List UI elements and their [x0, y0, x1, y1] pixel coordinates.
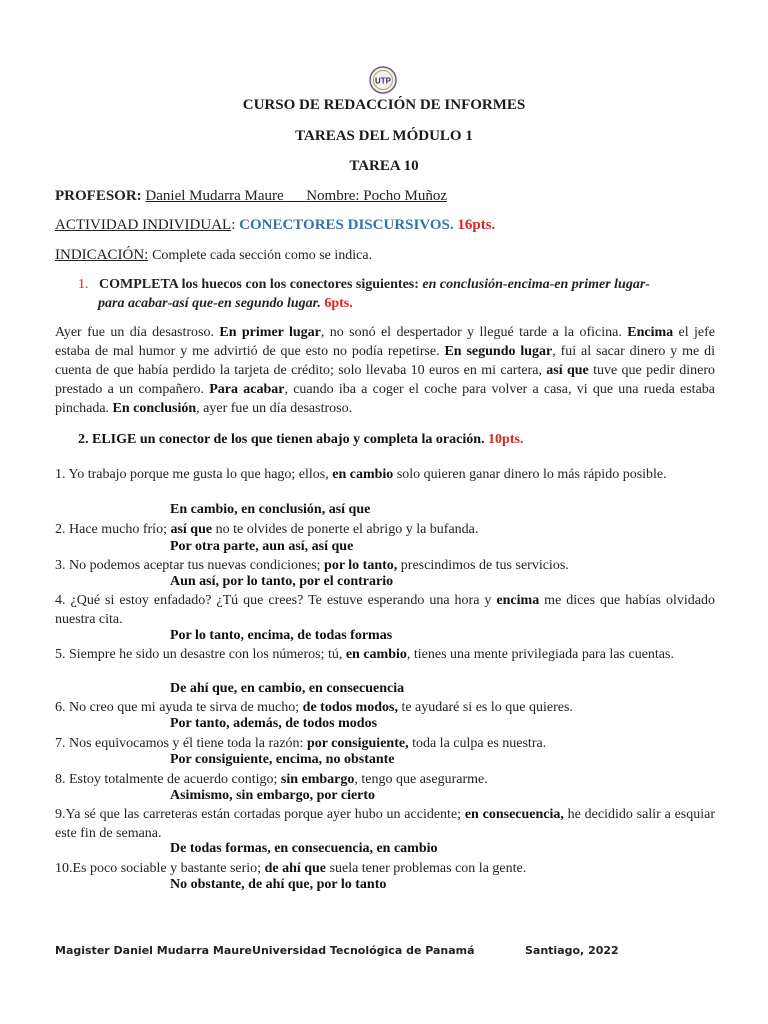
indicacion-label: INDICACIÓN: [55, 247, 149, 263]
actividad-points: 16pts. [457, 217, 496, 233]
answer-2: Encima [627, 325, 674, 340]
exercise-item: 4. ¿Qué si estoy enfadado? ¿Tú que crees? Te estuve esperando una hora y encima me dices que habías olvidado nuestra cita. [55, 593, 715, 627]
course-title: CURSO DE REDACCIÓN DE INFORMES [242, 97, 526, 113]
exercise-options: En cambio, en conclusión, así que [170, 502, 371, 517]
actividad-title: CONECTORES DISCURSIVOS. [239, 217, 454, 233]
actividad-label: ACTIVIDAD INDIVIDUAL [55, 217, 232, 233]
exercise-item: 3. No podemos aceptar tus nuevas condiciones; por lo tanto, prescindimos de tus servicios. [55, 558, 569, 573]
section1-connectors: en conclusión-encima-en primer lugar- [422, 277, 650, 292]
actividad-line [55, 216, 715, 234]
exercise-item: 6. No creo que mi ayuda te sirva de mucho; de todos modos, te ayudaré si es lo que quieres. [55, 700, 573, 715]
exercise-options: Por tanto, además, de todos modos [170, 716, 378, 731]
profesor-name: Daniel Mudarra Maure [145, 188, 284, 204]
section1-number: 1. [78, 277, 89, 292]
footer-place-date: Santiago, 2022 [525, 944, 619, 957]
module-title: TAREAS DEL MÓDULO 1 [295, 128, 473, 144]
indicacion-line [55, 246, 715, 265]
exercise-item: 10.Es poco sociable y bastante serio; de ahí que suela tener problemas con la gente. [55, 861, 527, 876]
section2-points: 10pts. [488, 432, 524, 447]
section1-paragraph: Ayer fue un día desastroso. En primer lugar, no sonó el despertador y llegué tarde a la oficina. Encima el jefe estaba de mal humor y me advirtió de que esto no podía repetirse. En segundo lugar, fui al sacar dinero y me di cuenta de que había perdido la tarjeta de crédito; solo llevaba 10 euros en mi cartera, así que tuve que pedir dinero prestado a un compañero. Para acabar, cuando iba a coger el coche para volver a casa, vi que una rueda estaba pinchada. En conclusión, ayer fue un día desastroso. [55, 325, 715, 416]
section1-heading [78, 275, 714, 313]
section2-title: 2. ELIGE un conector de los que tienen abajo y completa la oración. [78, 432, 485, 447]
task-title: TAREA 10 [349, 158, 419, 174]
indicacion-text: Complete cada sección como se indica. [152, 248, 373, 263]
exercise-options: Por lo tanto, encima, de todas formas [170, 628, 393, 643]
exercise-item: 2. Hace mucho frío; así que no te olvides de ponerte el abrigo y la bufanda. [55, 522, 479, 537]
university-logo [369, 66, 397, 94]
section2-heading [78, 431, 738, 449]
exercise-item: 5. Siempre he sido un desastre con los números; tú, en cambio, tienes una mente privilegiada para las cuentas. [55, 647, 674, 662]
answer-5: Para acabar [209, 382, 285, 397]
section1-points: 6pts. [324, 296, 353, 311]
exercise-options: Por otra parte, aun así, así que [170, 539, 354, 554]
student-name: Nombre: Pocho Muñoz [306, 188, 448, 204]
exercise-item: 7. Nos equivocamos y él tiene toda la razón: por consiguiente, toda la culpa es nuestra. [55, 736, 547, 751]
answer-1: En primer lugar [219, 325, 321, 340]
section1-connectors-2: para acabar-así que-en segundo lugar. [98, 296, 321, 311]
profesor-line [55, 187, 715, 205]
section1-title: COMPLETA los huecos con los conectores siguientes: [99, 277, 423, 292]
actividad-colon: : [231, 217, 236, 233]
exercise-options: Aun así, por lo tanto, por el contrario [170, 574, 394, 589]
answer-6: En conclusión [112, 401, 197, 416]
exercise-options: Asimismo, sin embargo, por cierto [170, 788, 376, 803]
footer-author: Magister Daniel Mudarra MaureUniversidad Tecnológica de Panamá [55, 944, 475, 957]
exercise-options: De ahí que, en cambio, en consecuencia [170, 681, 405, 696]
svg-text:UTP: UTP [375, 76, 391, 86]
answer-3: En segundo lugar [444, 344, 553, 359]
answer-4: así que [546, 363, 589, 378]
exercise-options: No obstante, de ahí que, por lo tanto [170, 877, 387, 892]
profesor-label: PROFESOR: [55, 188, 142, 204]
exercise-options: Por consiguiente, encima, no obstante [170, 752, 395, 767]
exercise-item: 1. Yo trabajo porque me gusta lo que hago; ellos, en cambio solo quieren ganar dinero lo más rápido posible. [55, 467, 667, 482]
exercise-options: De todas formas, en consecuencia, en cambio [170, 841, 438, 856]
exercise-item: 8. Estoy totalmente de acuerdo contigo; sin embargo, tengo que asegurarme. [55, 772, 488, 787]
exercise-item: 9.Ya sé que las carreteras están cortadas porque ayer hubo un accidente; en consecuencia, he decidido salir a esquiar este fin de semana. [55, 807, 716, 841]
